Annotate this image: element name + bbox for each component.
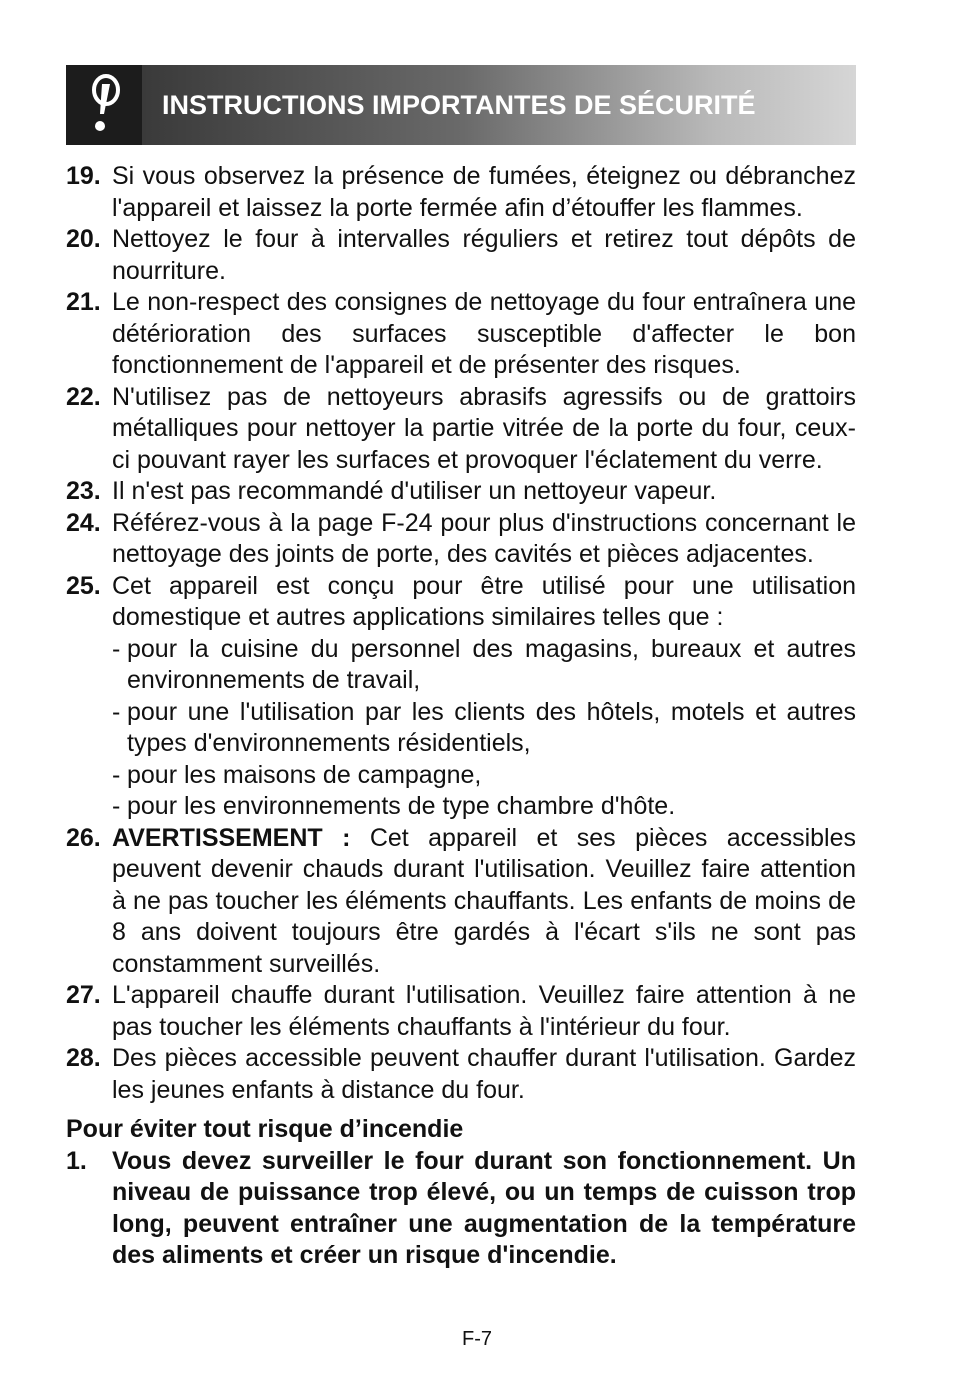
header-bar (142, 65, 856, 145)
item-number: 27. (66, 981, 101, 1009)
item-text: L'appareil chauffe durant l'utilisation. Veuillez faire attention à ne pas toucher les éléments chauffants à l'intérieur du four. (112, 981, 856, 1041)
sub-dash: - (112, 697, 121, 726)
item-number: 25. (66, 571, 101, 600)
item-text (112, 823, 856, 981)
item-text: Cet appareil est conçu pour être utilisé pour une utilisation domestique et autres applications similaires telles que : (112, 571, 856, 631)
item-text: Si vous observez la présence de fumées, éteignez ou débranchez l'appareil et laissez la porte fermée afin d’étouffer les flammes. (112, 162, 856, 222)
warning-text: Cet appareil et ses pièces accessibles peuvent devenir chauds durant l'utilisation. Veuillez faire attention à ne pas toucher les éléments chauffants. Les enfants de moins de 8 ans doivent toujours être gardés à l'écart s'ils ne sont pas constamment surveillés. (112, 823, 856, 978)
sub-text: pour les environnements de type chambre d'hôte. (127, 792, 676, 820)
header-icon-box (66, 65, 142, 145)
page-number: F-7 (462, 1328, 492, 1350)
item-text: N'utilisez pas de nettoyeurs abrasifs agressifs ou de grattoirs métalliques pour nettoyer la partie vitrée de la porte du four, ceux-ci pouvant rayer les surfaces et provoquer l'éclatement du verre. (112, 382, 856, 474)
item-text: Nettoyez le four à intervalles réguliers et retirez tout dépôts de nourriture. (112, 225, 856, 285)
sub-list-item (112, 791, 856, 823)
sub-text: pour une l'utilisation par les clients des hôtels, motels et autres types d'environnements résidentiels, (127, 697, 856, 757)
item-number: 23. (66, 477, 101, 505)
item-number: 22. (66, 382, 101, 411)
header-title: INSTRUCTIONS IMPORTANTES DE SÉCURITÉ (162, 89, 756, 120)
item-number: 26. (66, 823, 101, 852)
list-item (66, 980, 856, 1043)
list-item (66, 161, 856, 224)
list-item (66, 382, 856, 477)
list-item (66, 823, 856, 981)
sub-text: pour la cuisine du personnel des magasins, bureaux et autres environnements de travail, (127, 634, 856, 694)
item-text: Il n'est pas recommandé d'utiliser un nettoyeur vapeur. (112, 477, 717, 505)
list-item (66, 476, 856, 508)
sub-text: pour les maisons de campagne, (127, 760, 482, 789)
sub-list-item (112, 634, 856, 697)
sub-list-item (112, 760, 856, 792)
item-text: Le non-respect des consignes de nettoyage du four entraînera une détérioration des surfaces susceptible d'affecter le bon fonctionnement de l'appareil et de présenter des risques. (112, 288, 856, 379)
list-item (66, 287, 856, 382)
item-number: 21. (66, 288, 101, 316)
sub-dash: - (112, 634, 121, 663)
fire-section-heading: Pour éviter tout risque d’incendie (66, 1115, 464, 1143)
list-item (66, 1043, 856, 1106)
warning-label: AVERTISSEMENT : (112, 823, 351, 852)
item-number: 19. (66, 162, 101, 190)
sub-dash: - (112, 760, 121, 789)
exclamation-icon (84, 74, 124, 136)
list-item (66, 1146, 856, 1272)
item-text: Des pièces accessible peuvent chauffer durant l'utilisation. Gardez les jeunes enfants à distance du four. (112, 1044, 856, 1104)
item-number: 1. (66, 1146, 87, 1175)
instructions-list (66, 161, 856, 1272)
section-header (66, 65, 856, 145)
item-number: 28. (66, 1044, 101, 1072)
item-text: Vous devez surveiller le four durant son fonctionnement. Un niveau de puissance trop élevé, ou un temps de cuisson trop long, peuvent entraîner une augmentation de la température des aliments et créer un risque d'incendie. (112, 1146, 856, 1269)
list-item (66, 508, 856, 571)
sub-list-item (112, 697, 856, 760)
sub-dash: - (112, 792, 121, 820)
list-item (66, 571, 856, 634)
item-number: 24. (66, 508, 101, 537)
item-number: 20. (66, 225, 101, 253)
item-text: Référez-vous à la page F-24 pour plus d'instructions concernant le nettoyage des joints de porte, des cavités et pièces adjacentes. (112, 508, 856, 568)
list-item (66, 224, 856, 287)
